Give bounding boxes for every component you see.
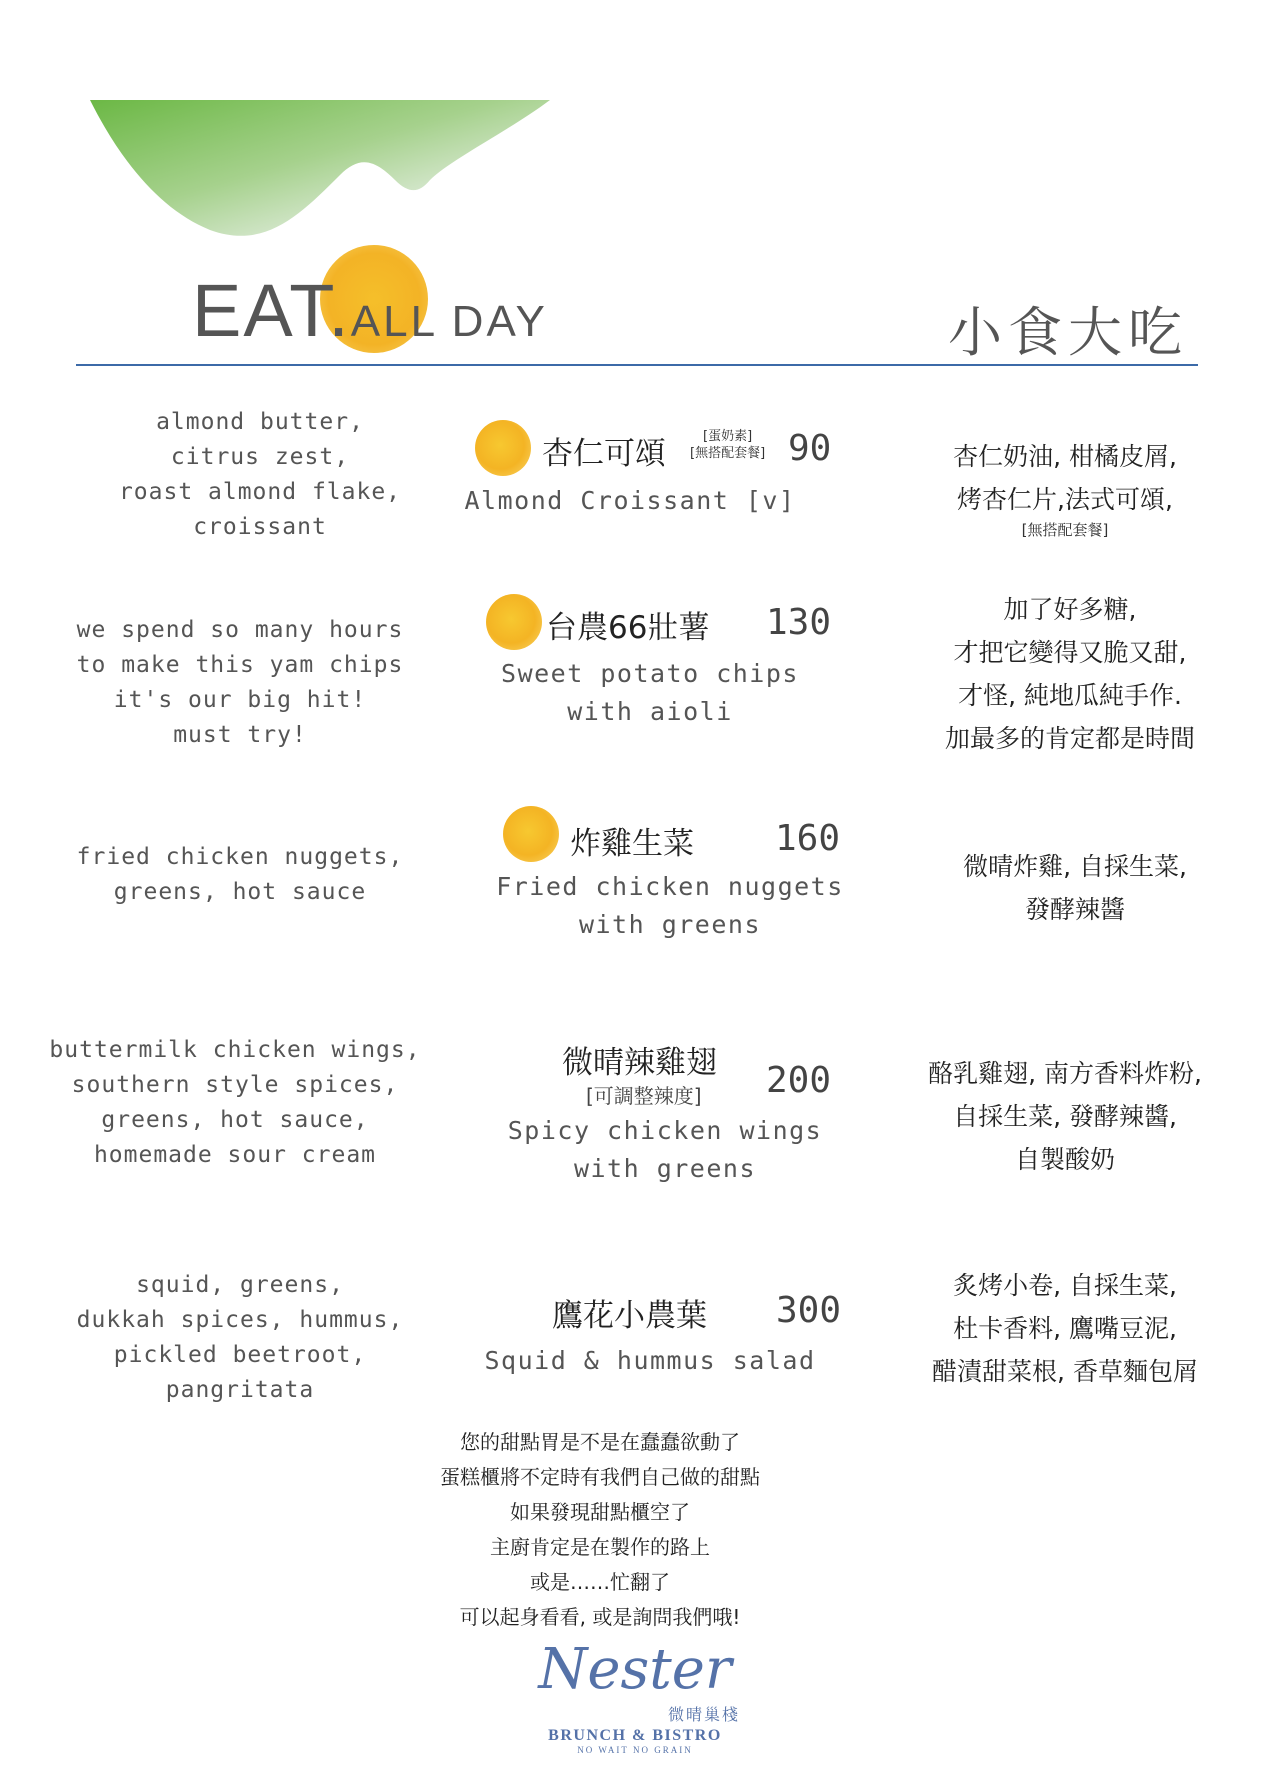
item-1-tag: [無搭配套餐] [690, 446, 766, 461]
item-5-desc-en-line: squid, greens, [136, 1272, 344, 1298]
item-1-tags [690, 428, 765, 462]
dessert-note-line: 主廚肯定是在製作的路上 [490, 1535, 710, 1559]
item-1-desc-cn-line: 杏仁奶油, 柑橘皮屑, [953, 442, 1177, 471]
item-2-name-en [480, 655, 820, 731]
item-4-name-en-line: with greens [573, 1154, 757, 1183]
dessert-note-line: 可以起身看看, 或是詢問我們哦! [459, 1605, 741, 1629]
item-2-name-en-line: with aioli [567, 697, 733, 726]
item-2-desc-en-line: must try! [173, 722, 307, 748]
item-4-name-en [485, 1112, 845, 1188]
title-chinese: 小食大吃 [948, 301, 1188, 364]
item-1-price: 90 [788, 428, 832, 469]
item-5-desc-en-line: pangritata [165, 1377, 315, 1403]
item-3-name-cn: 炸雞生菜 [570, 826, 694, 862]
item-4-desc-en-line: greens, hot sauce, [101, 1107, 369, 1133]
logo-script: Nester [538, 1637, 732, 1702]
item-4-desc-en-line: buttermilk chicken wings, [49, 1037, 421, 1063]
item-1-name-en-line: Almond Croissant [v] [464, 486, 796, 515]
item-2-price: 130 [766, 602, 832, 643]
item-3-desc-cn-line: 微晴炸雞, 自採生菜, [963, 852, 1187, 881]
dessert-note-line: 或是……忙翻了 [530, 1570, 670, 1594]
item-3-name-en [490, 868, 850, 944]
item-1-desc-cn-tag: [無搭配套餐] [1021, 521, 1109, 539]
dessert-note-line: 您的甜點胃是不是在蠢蠢欲動了 [460, 1430, 740, 1454]
item-3-desc-en [60, 840, 420, 910]
item-1-tag: [蛋奶素] [703, 429, 753, 444]
item-5-name-en-line: Squid & hummus salad [484, 1346, 816, 1375]
dessert-note-line: 蛋糕櫃將不定時有我們自己做的甜點 [440, 1465, 760, 1489]
item-1-sun-dot [475, 420, 531, 476]
item-5-desc-en [60, 1268, 420, 1408]
item-2-desc-cn-line: 加了好多糖, [1003, 595, 1137, 624]
title-eat: EAT [192, 269, 329, 352]
item-1-desc-en [90, 405, 430, 545]
item-2-desc-cn [900, 588, 1240, 760]
item-1-desc-en-line: roast almond flake, [118, 479, 402, 505]
item-2-desc-en [60, 613, 420, 753]
header-divider [76, 364, 1198, 366]
item-4-desc-cn [890, 1052, 1240, 1181]
dessert-note [300, 1425, 900, 1635]
item-5-desc-en-line: pickled beetroot, [113, 1342, 367, 1368]
item-2-name-cn: 台農66壯薯 [546, 610, 710, 646]
item-5-desc-cn [890, 1264, 1240, 1393]
item-2-name-en-line: Sweet potato chips [501, 659, 799, 688]
item-3-desc-en-line: greens, hot sauce [113, 879, 367, 905]
item-4-desc-en-line: homemade sour cream [93, 1142, 377, 1168]
item-1-desc-en-line: almond butter, [156, 409, 364, 435]
item-1-desc-cn-line: 烤杏仁片,法式可頌, [957, 485, 1173, 514]
item-2-desc-cn-line: 才怪, 純地瓜純手作. [958, 681, 1182, 710]
item-5-price: 300 [776, 1290, 842, 1331]
item-4-desc-en-line: southern style spices, [71, 1072, 399, 1098]
item-1-name-en [460, 482, 800, 520]
item-4-sub-cn: [可調整辣度] [586, 1084, 702, 1108]
item-3-name-en-line: Fried chicken nuggets [496, 872, 844, 901]
logo-tagline: NO WAIT NO GRAIN [577, 1745, 693, 1755]
item-3-name-en-line: with greens [578, 910, 762, 939]
logo-brand: BRUNCH & BISTRO [548, 1727, 722, 1744]
item-2-desc-en-line: we spend so many hours [76, 617, 404, 643]
item-5-name-en [470, 1342, 830, 1380]
dessert-note-line: 如果發現甜點櫃空了 [510, 1500, 690, 1524]
item-1-name-cn: 杏仁可頌 [542, 436, 666, 472]
title-dot: . [328, 269, 351, 352]
item-2-desc-cn-line: 才把它變得又脆又甜, [953, 638, 1187, 667]
item-3-desc-en-line: fried chicken nuggets, [76, 844, 404, 870]
item-4-desc-cn-line: 酪乳雞翅, 南方香料炸粉, [928, 1059, 1202, 1088]
item-4-desc-cn-line: 自採生菜, 發酵辣醬, [953, 1102, 1177, 1131]
item-2-sun-dot [486, 594, 542, 650]
item-3-desc-cn [910, 845, 1240, 931]
item-5-desc-cn-line: 杜卡香料, 鷹嘴豆泥, [953, 1314, 1177, 1343]
item-1-desc-en-line: croissant [193, 514, 327, 540]
item-3-sun-dot [503, 806, 559, 862]
green-watercolor-leaf [90, 100, 550, 260]
item-3-desc-cn-line: 發酵辣醬 [1024, 895, 1125, 924]
item-4-desc-cn-line: 自製酸奶 [1014, 1145, 1115, 1174]
item-2-desc-cn-line: 加最多的肯定都是時間 [944, 724, 1195, 753]
item-5-desc-en-line: dukkah spices, hummus, [76, 1307, 404, 1333]
item-4-desc-en [35, 1033, 435, 1173]
title-all-day: ALL DAY [350, 297, 548, 346]
item-1-desc-en-line: citrus zest, [170, 444, 350, 470]
item-2-desc-en-line: it's our big hit! [113, 687, 367, 713]
item-4-name-cn: 微晴辣雞翅 [562, 1045, 717, 1081]
logo-chinese: 微晴巢棧 [667, 1705, 740, 1724]
item-1-desc-cn [900, 435, 1230, 539]
item-4-name-en-line: Spicy chicken wings [507, 1116, 823, 1145]
page-title [192, 268, 548, 353]
item-2-desc-en-line: to make this yam chips [76, 652, 404, 678]
item-5-name-cn: 鷹花小農葉 [552, 1298, 707, 1334]
item-5-desc-cn-line: 醋漬甜菜根, 香草麵包屑 [932, 1357, 1198, 1386]
item-3-price: 160 [775, 818, 841, 859]
nester-logo [500, 1637, 770, 1755]
item-4-price: 200 [766, 1060, 832, 1101]
item-5-desc-cn-line: 炙烤小卷, 自採生菜, [953, 1271, 1177, 1300]
